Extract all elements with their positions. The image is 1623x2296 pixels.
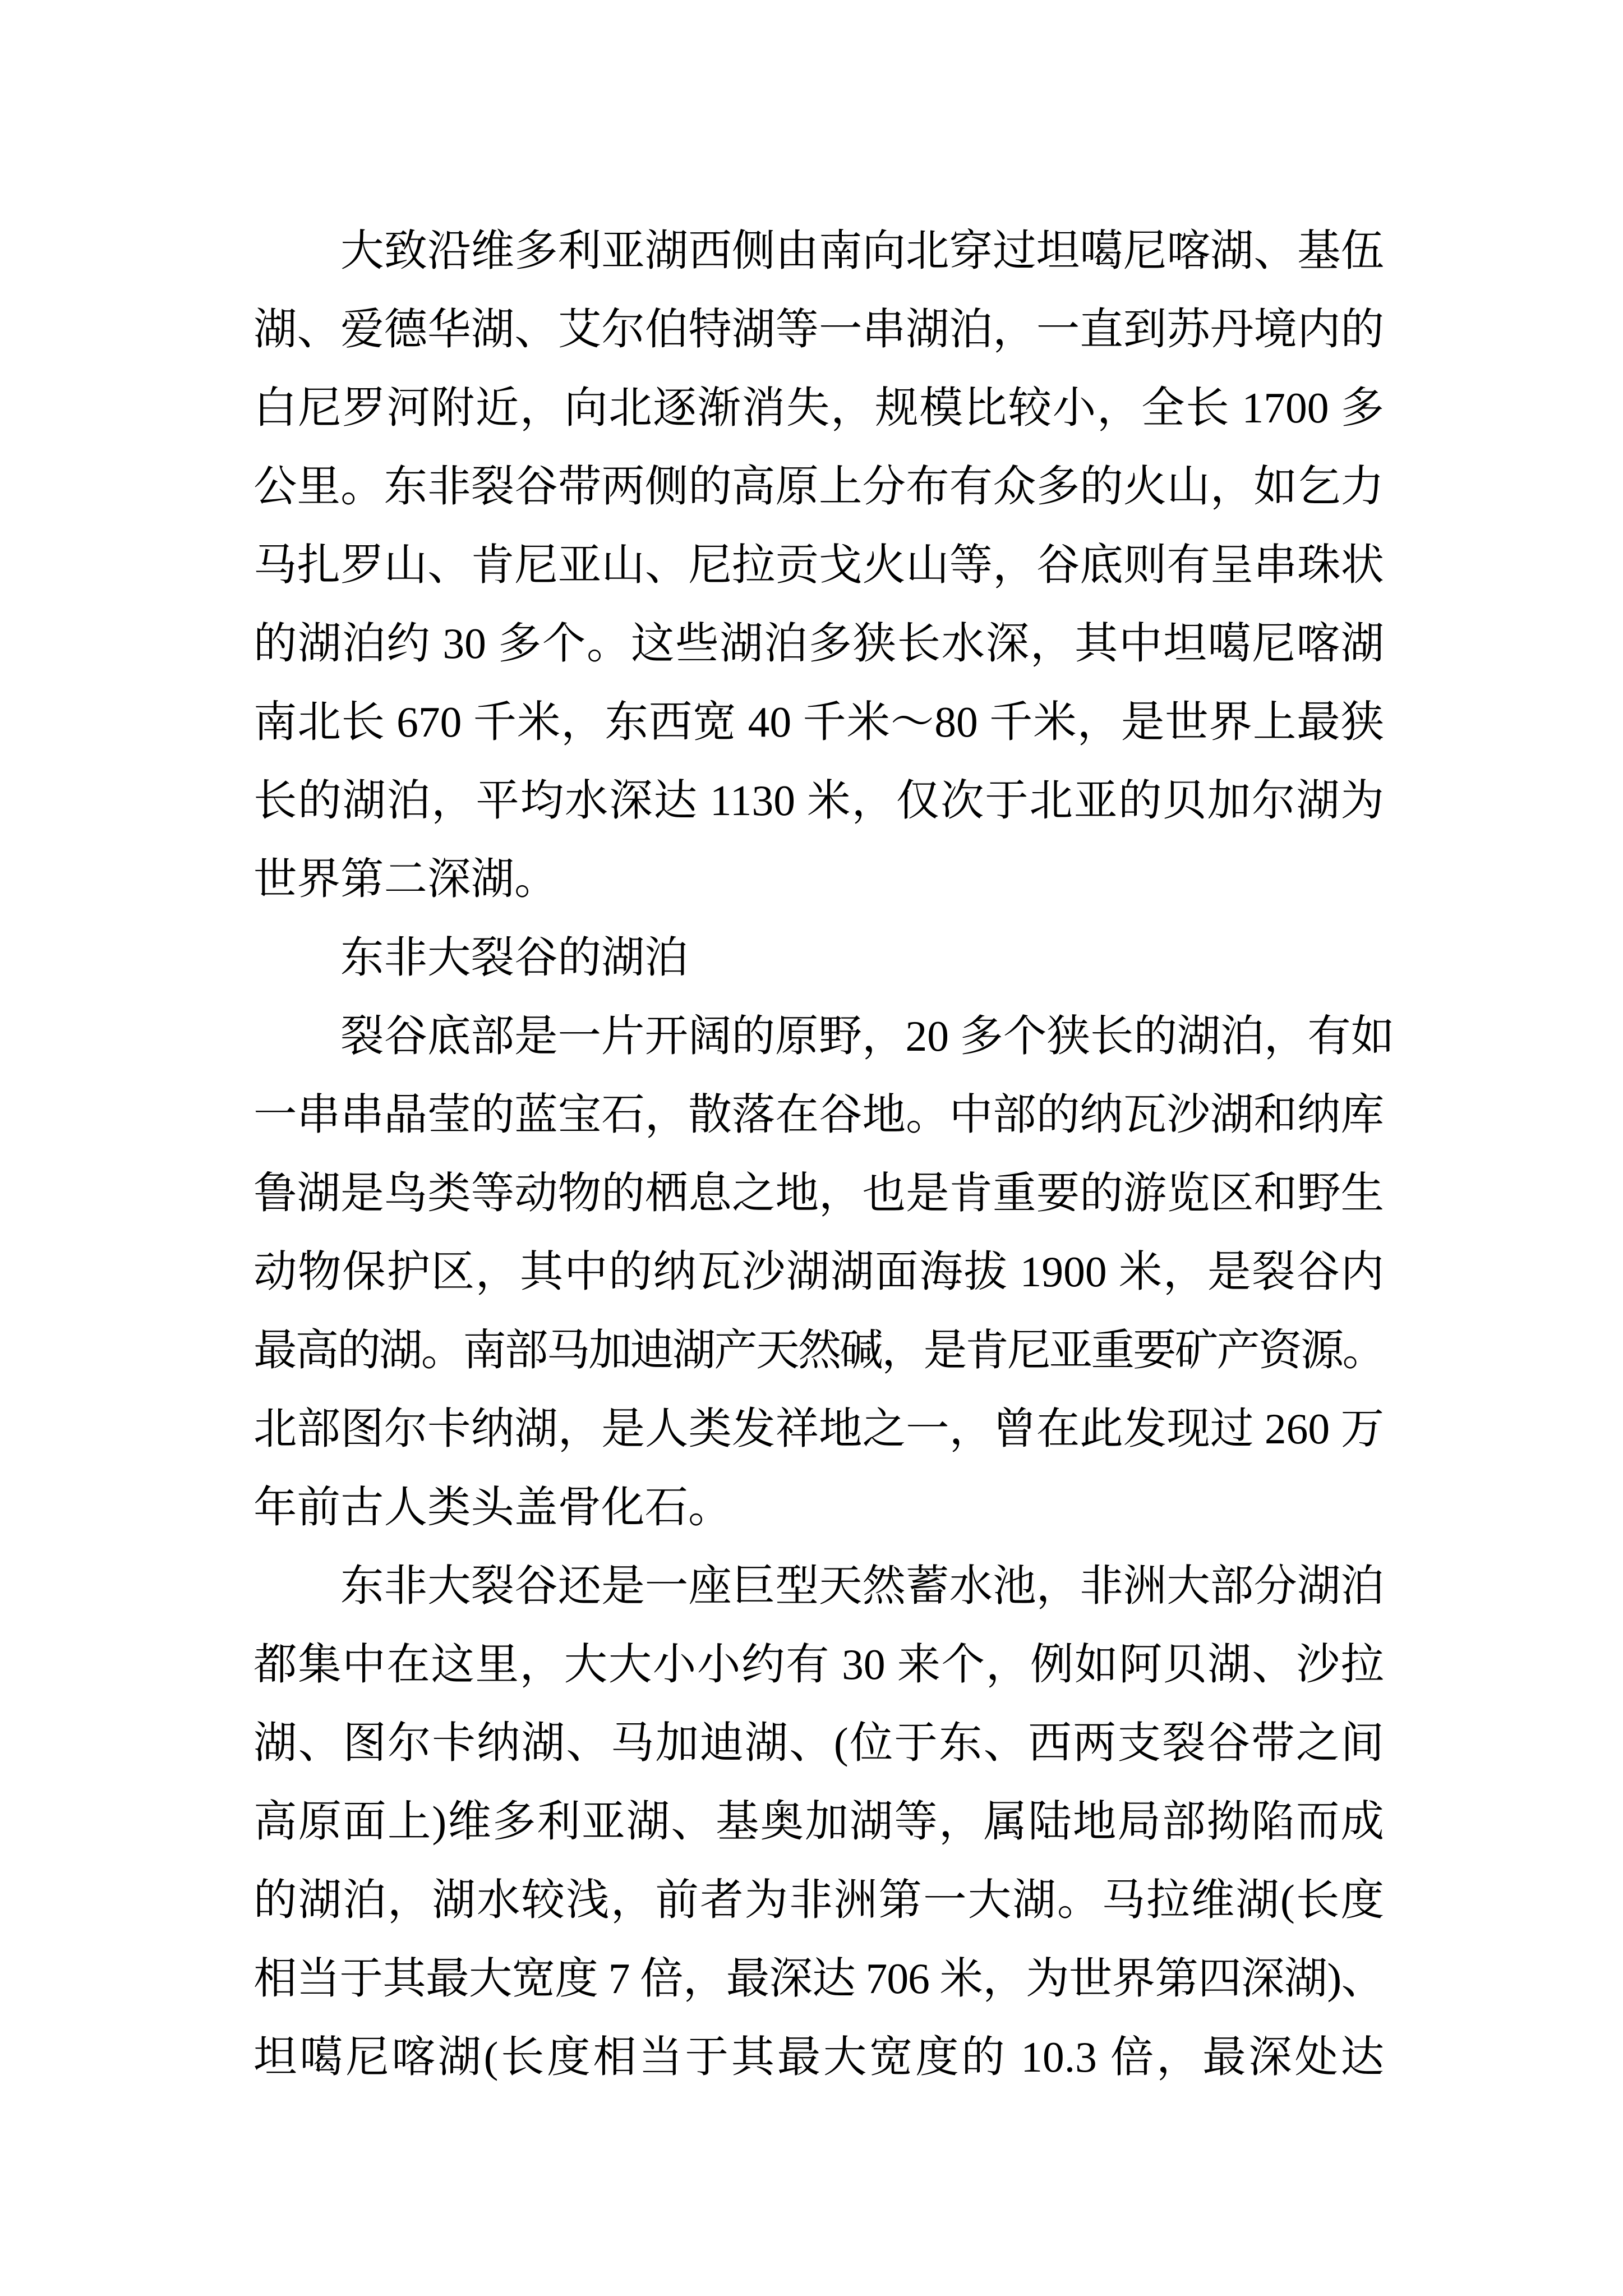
text-line: 裂谷底部是一片开阔的原野，20 多个狭长的湖泊，有如 <box>340 1012 1395 1060</box>
text-line: 动物保护区，其中的纳瓦沙湖湖面海拔 1900 米，是裂谷内 <box>253 1248 1384 1296</box>
text-line: 北部图尔卡纳湖，是人类发祥地之一，曾在此发现过 260 万 <box>253 1405 1384 1453</box>
text-line: 鲁湖是鸟类等动物的栖息之地，也是肯重要的游览区和野生 <box>253 1169 1384 1217</box>
text-line: 一串串晶莹的蓝宝石，散落在谷地。中部的纳瓦沙湖和纳库 <box>253 1091 1384 1139</box>
text-line: 都集中在这里，大大小小约有 30 来个，例如阿贝湖、沙拉 <box>253 1640 1384 1688</box>
heading-text: 东非大裂谷的湖泊 <box>340 933 689 982</box>
paragraph <box>253 997 1395 1547</box>
text-line: 世界第二深湖。 <box>253 855 558 903</box>
text-line: 南北长 670 千米，东西宽 40 千米～80 千米，是世界上最狭 <box>253 698 1384 746</box>
text-line: 年前古人类头盖骨化石。 <box>253 1483 732 1531</box>
section-heading <box>253 918 1384 997</box>
text-line: 马扎罗山、肯尼亚山、尼拉贡戈火山等，谷底则有呈串珠状 <box>253 541 1384 589</box>
text-line: 白尼罗河附近，向北逐渐消失，规模比较小，全长 1700 多 <box>253 384 1384 432</box>
text-line: 大致沿维多利亚湖西侧由南向北穿过坦噶尼喀湖、基伍 <box>340 227 1384 275</box>
text-line: 坦噶尼喀湖(长度相当于其最大宽度的 10.3 倍，最深处达 <box>253 2033 1384 2081</box>
text-line: 长的湖泊，平均水深达 1130 米，仅次于北亚的贝加尔湖为 <box>253 776 1384 825</box>
text-line: 的湖泊，湖水较浅，前者为非洲第一大湖。马拉维湖(长度 <box>253 1876 1384 1924</box>
text-line: 相当于其最大宽度 7 倍，最深达 706 米，为世界第四深湖)、 <box>253 1954 1384 2003</box>
paragraph <box>253 211 1384 918</box>
text-line: 公里。东非裂谷带两侧的高原上分布有众多的火山，如乞力 <box>253 462 1384 510</box>
text-line: 湖、爱德华湖、艾尔伯特湖等一串湖泊，一直到苏丹境内的 <box>253 305 1384 353</box>
text-line: 湖、图尔卡纳湖、马加迪湖、(位于东、西两支裂谷带之间 <box>253 1719 1384 1767</box>
paragraph <box>253 1547 1384 2096</box>
document-body <box>253 211 1395 2096</box>
text-line: 的湖泊约 30 多个。这些湖泊多狭长水深，其中坦噶尼喀湖 <box>253 619 1384 668</box>
text-line: 高原面上)维多利亚湖、基奥加湖等，属陆地局部拗陷而成 <box>253 1797 1384 1846</box>
text-line: 东非大裂谷还是一座巨型天然蓄水池，非洲大部分湖泊 <box>340 1562 1384 1610</box>
text-line: 最高的湖。南部马加迪湖产天然碱，是肯尼亚重要矿产资源。 <box>253 1326 1384 1374</box>
